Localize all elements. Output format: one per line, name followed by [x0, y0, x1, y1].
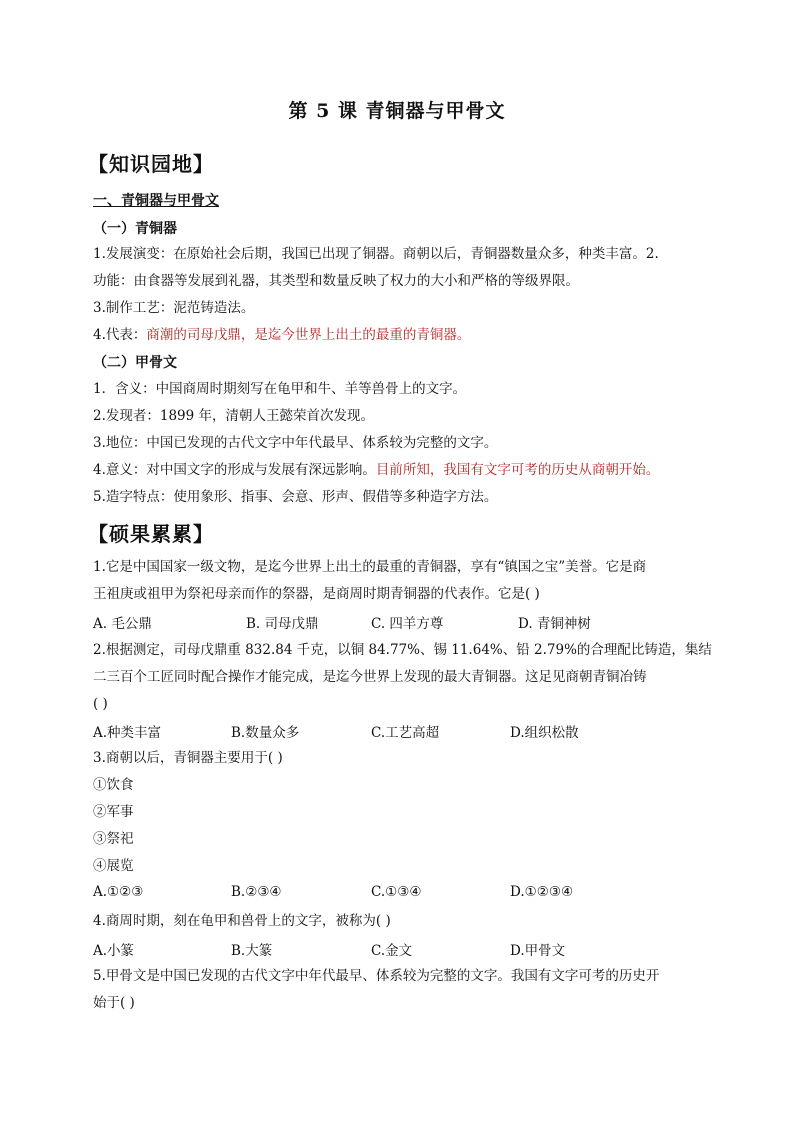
q2-option-d: D.组织松散 [510, 725, 579, 741]
q1-option-a: A. 毛公鼎 [93, 616, 152, 632]
q4-line-1: 4.商周时期，刻在龟甲和兽骨上的文字，被称为( ) [93, 913, 391, 929]
part-title: 一、青铜器与甲骨文 [93, 193, 219, 209]
oracle-line-4-highlight: 目前所知，我国有文字可考的历史从商朝开始。 [375, 462, 660, 478]
bronze-line-4 [93, 325, 713, 345]
oracle-line-1: 1．含义：中国商周时期刻写在龟甲和牛、羊等兽骨上的文字。 [93, 381, 467, 397]
bronze-line-1: 1.发展演变：在原始社会后期，我国已出现了铜器。商朝以后，青铜器数量众多，种类丰富。2. [93, 246, 659, 262]
q2-line-2: 二三百个工匠同时配合操作才能完成，是迄今世界上发现的最大青铜器。这足见商朝青铜冶铸 [93, 669, 647, 685]
q3-item-2: ②军事 [93, 804, 134, 820]
q1-option-c: C. 四羊方尊 [371, 616, 444, 632]
q3-line-1: 3.商朝以后，青铜器主要用于( ) [93, 750, 283, 766]
q2-option-b: B.数量众多 [231, 725, 300, 741]
bronze-line-4-prefix: 4.代表： [93, 327, 147, 343]
oracle-line-3: 3.地位：中国已发现的古代文字中年代最早、体系较为完整的文字。 [93, 435, 498, 451]
q2-option-c: C.工艺高超 [371, 725, 440, 741]
bronze-line-3: 3.制作工艺：泥范铸造法。 [93, 300, 255, 316]
oracle-line-4 [93, 460, 713, 480]
q3-option-a: A.①②③ [93, 884, 144, 900]
q3-option-b: B.②③④ [231, 884, 282, 900]
q4-option-b: B.大篆 [231, 943, 273, 959]
oracle-line-2: 2.发现者：1899 年，清朝人王懿荣首次发现。 [93, 408, 375, 424]
bronze-line-4-highlight: 商潮的司母戊鼎，是迄今世界上出土的最重的青铜器。 [146, 327, 471, 343]
q1-option-b: B. 司母戊鼎 [246, 616, 319, 632]
q3-item-4: ④展览 [93, 858, 134, 874]
q2-line-3: ( ) [93, 696, 108, 712]
q3-item-1: ①饮食 [93, 777, 134, 793]
q3-item-3: ③祭祀 [93, 831, 134, 847]
bronze-line-2: 功能：由食器等发展到礼器，其类型和数量反映了权力的大小和严格的等级界限。 [93, 273, 579, 289]
q1-option-d: D. 青铜神树 [518, 616, 591, 632]
q5-line-2: 始于( ) [93, 995, 135, 1011]
q2-option-a: A.种类丰富 [93, 725, 162, 741]
knowledge-heading: 【知识园地】 [88, 152, 214, 176]
q1-line-2: 王祖庚或祖甲为祭祀母亲而作的祭器，是商周时期青铜器的代表作。它是( ) [93, 586, 540, 602]
q1-line-1: 1.它是中国国家一级文物，是迄今世界上出土的最重的青铜器，享有“镇国之宝”美誉。它是商 [93, 559, 647, 575]
q4-option-a: A.小篆 [93, 943, 135, 959]
oracle-line-5: 5.造字特点：使用象形、指事、会意、形声、假借等多种造字方法。 [93, 489, 498, 505]
bronze-heading: （一）青铜器 [93, 221, 177, 237]
practice-heading: 【硕果累累】 [88, 522, 214, 546]
q3-option-c: C.①③④ [371, 884, 422, 900]
oracle-line-4-prefix: 4.意义：对中国文字的形成与发展有深远影响。 [93, 462, 376, 478]
oracle-heading: （二）甲骨文 [93, 355, 177, 371]
q3-option-d: D.①②③④ [510, 884, 574, 900]
q4-option-c: C.金文 [371, 943, 413, 959]
q5-line-1: 5.甲骨文是中国已发现的古代文字中年代最早、体系较为完整的文字。我国有文字可考的历史开 [93, 968, 660, 984]
q4-option-d: D.甲骨文 [510, 943, 566, 959]
q2-line-1: 2.根据测定，司母戊鼎重 832.84 千克，以铜 84.77%、锡 11.64%、铅 2.79%的合理配比铸造，集结 [93, 642, 712, 658]
lesson-title: 第 5 课 青铜器与甲骨文 [288, 100, 506, 122]
